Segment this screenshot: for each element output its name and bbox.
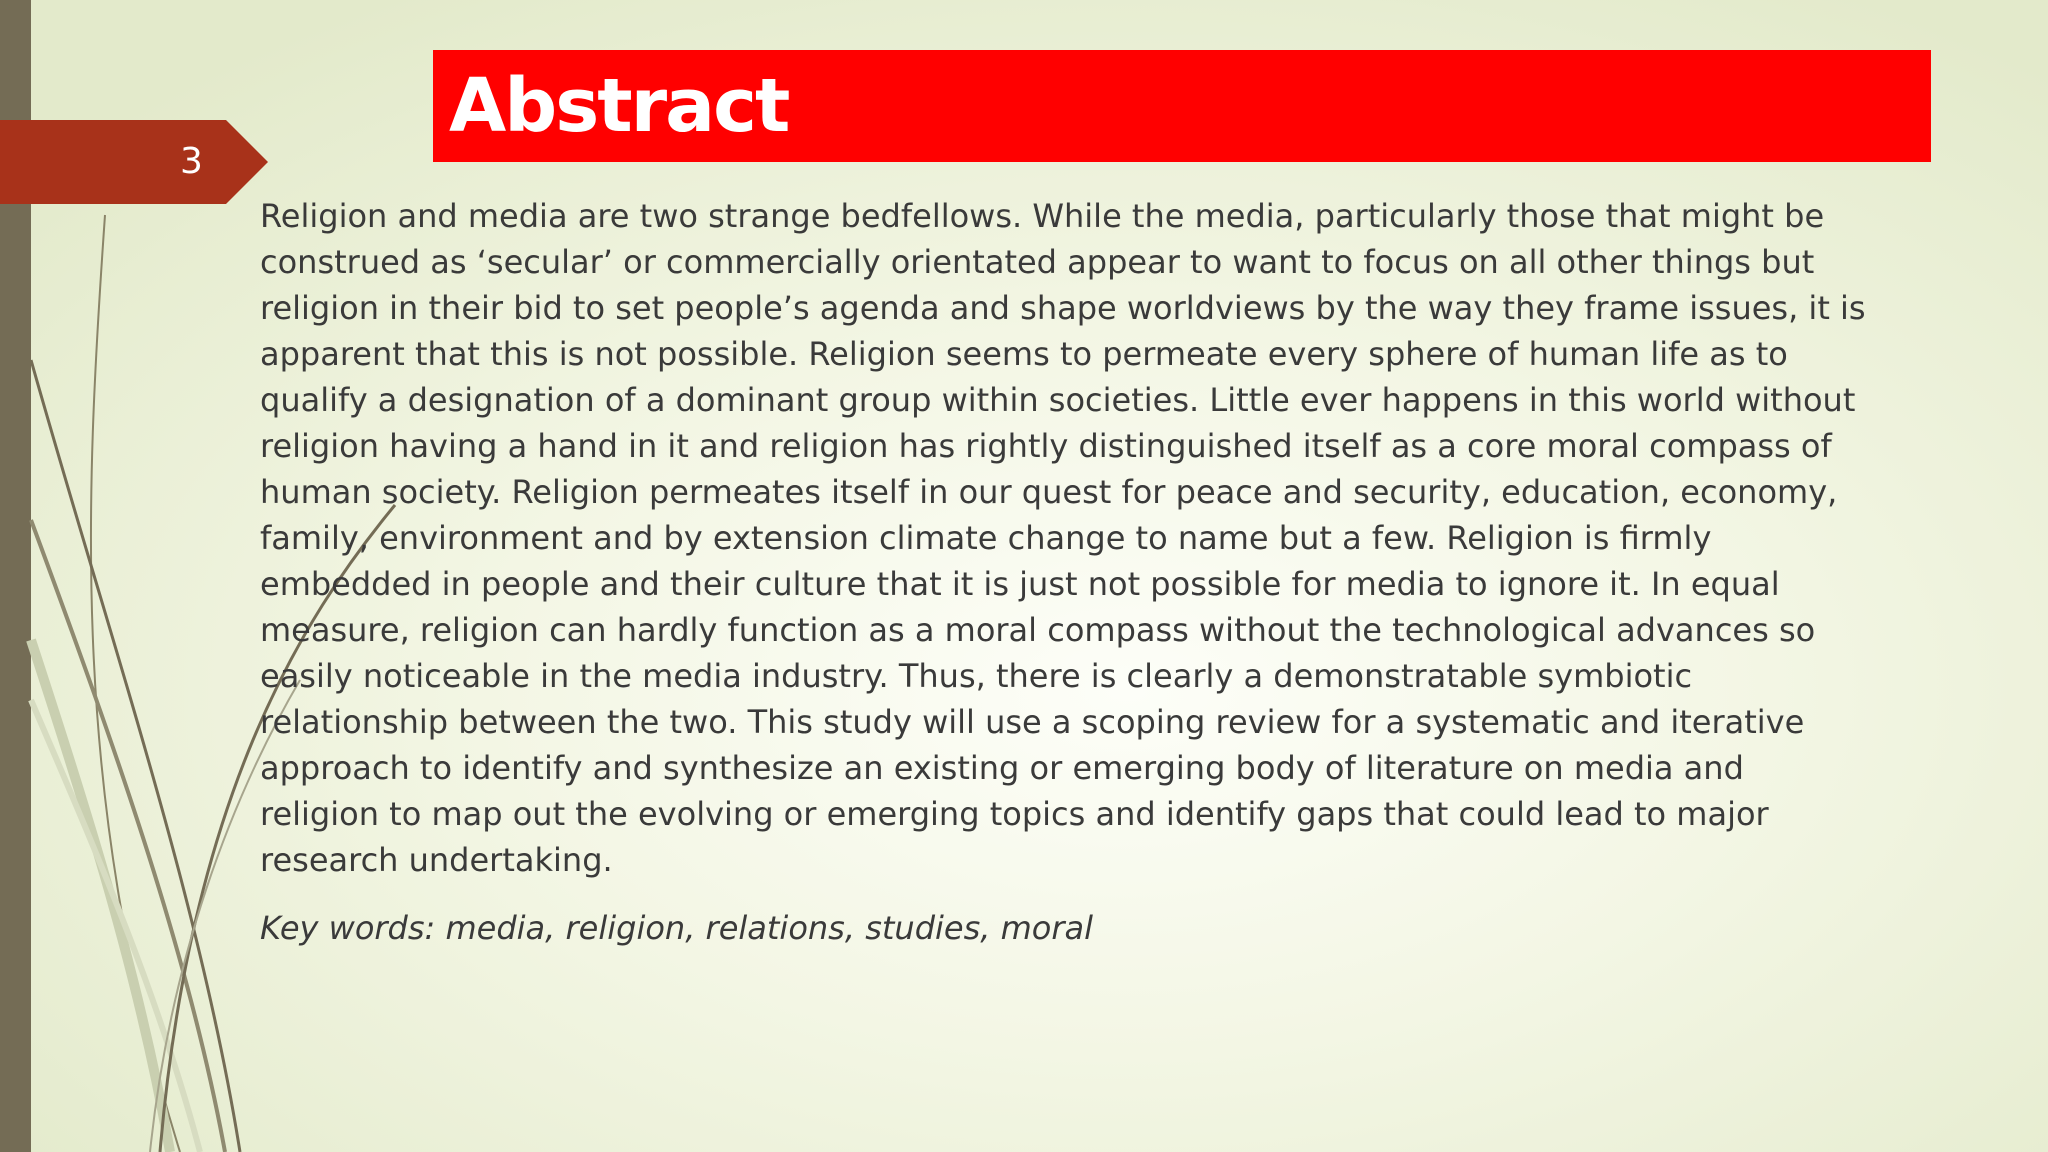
slide-number: 3 [180, 141, 203, 182]
abstract-text: Religion and media are two strange bedfellows. While the media, particularly those that might be construed as ‘secular’ or commercially orientated appear to want to focus on all other things but religion in their bid to set people’s agenda and shape worldviews by the way they frame issues, it is apparent that this is not possible. Religion seems to permeate every sphere of human life as to qualify a designation of a dominant group within societies. Little ever happens in this world without religion having a hand in it and religion has rightly distinguished itself as a core moral compass of human society. Religion permeates itself in our quest for peace and security, education, economy, family, environment and by extension climate change to name but a few. Religion is firmly embedded in people and their culture that it is just not possible for media to ignore it. In equal measure, religion can hardly function as a moral compass without the technological advances so easily noticeable in the media industry. Thus, there is clearly a demonstratable symbiotic relationship between the two. This study will use a scoping review for a systematic and iterative approach to identify and synthesize an existing or emerging body of literature on media and religion to map out the evolving or emerging topics and identify gaps that could lead to major research undertaking. [260, 197, 1866, 879]
slide-title: Abstract [449, 63, 789, 149]
keywords-text: Key words: media, religion, relations, studies, moral [260, 909, 1093, 947]
title-banner [433, 50, 1931, 162]
